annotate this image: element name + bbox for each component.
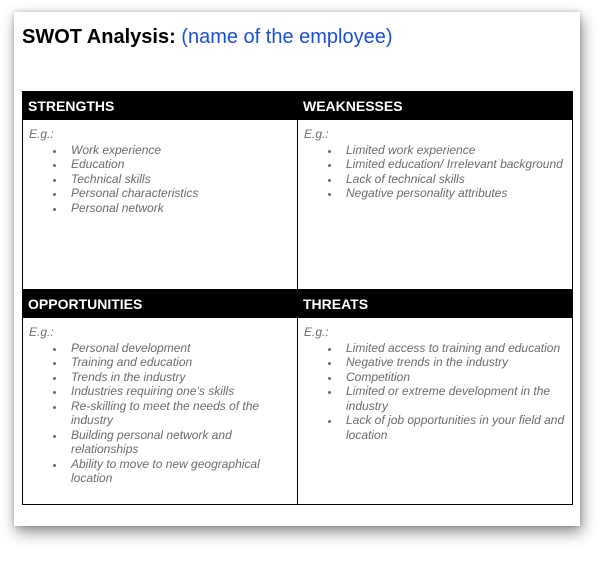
list-item: • Personal network — [65, 201, 293, 216]
list-item: • Negative personality attributes — [340, 186, 568, 201]
title-label: SWOT Analysis: — [22, 26, 176, 48]
list-item: • Lack of technical skills — [340, 172, 568, 187]
list-item: • Limited work experience — [340, 143, 568, 158]
list-item: • Technical skills — [65, 172, 293, 187]
opportunities-quadrant — [23, 290, 298, 504]
list-item: • Training and education — [65, 355, 293, 370]
list-item: • Trends in the industry — [65, 370, 293, 385]
list-item: • Building personal network and relationships — [65, 428, 293, 457]
strengths-quadrant — [23, 92, 298, 290]
strengths-eg-label: E.g.: — [29, 127, 54, 141]
list-item: • Industries requiring one’s skills — [65, 384, 293, 399]
employee-name-placeholder: (name of the employee) — [181, 26, 393, 48]
opportunities-eg-label: E.g.: — [29, 325, 54, 339]
threats-eg-label: E.g.: — [304, 325, 329, 339]
page-title — [22, 24, 393, 50]
swot-document — [14, 12, 580, 526]
strengths-list — [29, 143, 293, 216]
list-item: • Lack of job opportunities in your field and location — [340, 413, 568, 442]
list-item: • Personal characteristics — [65, 186, 293, 201]
list-item: • Limited or extreme development in the industry — [340, 384, 568, 413]
list-item: • Work experience — [65, 143, 293, 158]
list-item: • Ability to move to new geographical location — [65, 457, 293, 486]
weaknesses-eg-label: E.g.: — [304, 127, 329, 141]
list-item: • Negative trends in the industry — [340, 355, 568, 370]
list-item: • Education — [65, 157, 293, 172]
list-item: • Limited access to training and education — [340, 341, 568, 356]
strengths-heading: STRENGTHS — [23, 92, 297, 120]
list-item: • Limited education/ Irrelevant background — [340, 157, 568, 172]
opportunities-list — [29, 341, 293, 486]
weaknesses-list — [304, 143, 568, 201]
threats-heading: THREATS — [298, 290, 572, 318]
threats-list — [304, 341, 568, 443]
list-item: • Re-skilling to meet the needs of the industry — [65, 399, 293, 428]
swot-table — [22, 91, 573, 505]
opportunities-heading: OPPORTUNITIES — [23, 290, 297, 318]
weaknesses-heading: WEAKNESSES — [298, 92, 572, 120]
list-item: • Competition — [340, 370, 568, 385]
weaknesses-quadrant — [298, 92, 572, 290]
threats-quadrant — [298, 290, 572, 504]
list-item: • Personal development — [65, 341, 293, 356]
